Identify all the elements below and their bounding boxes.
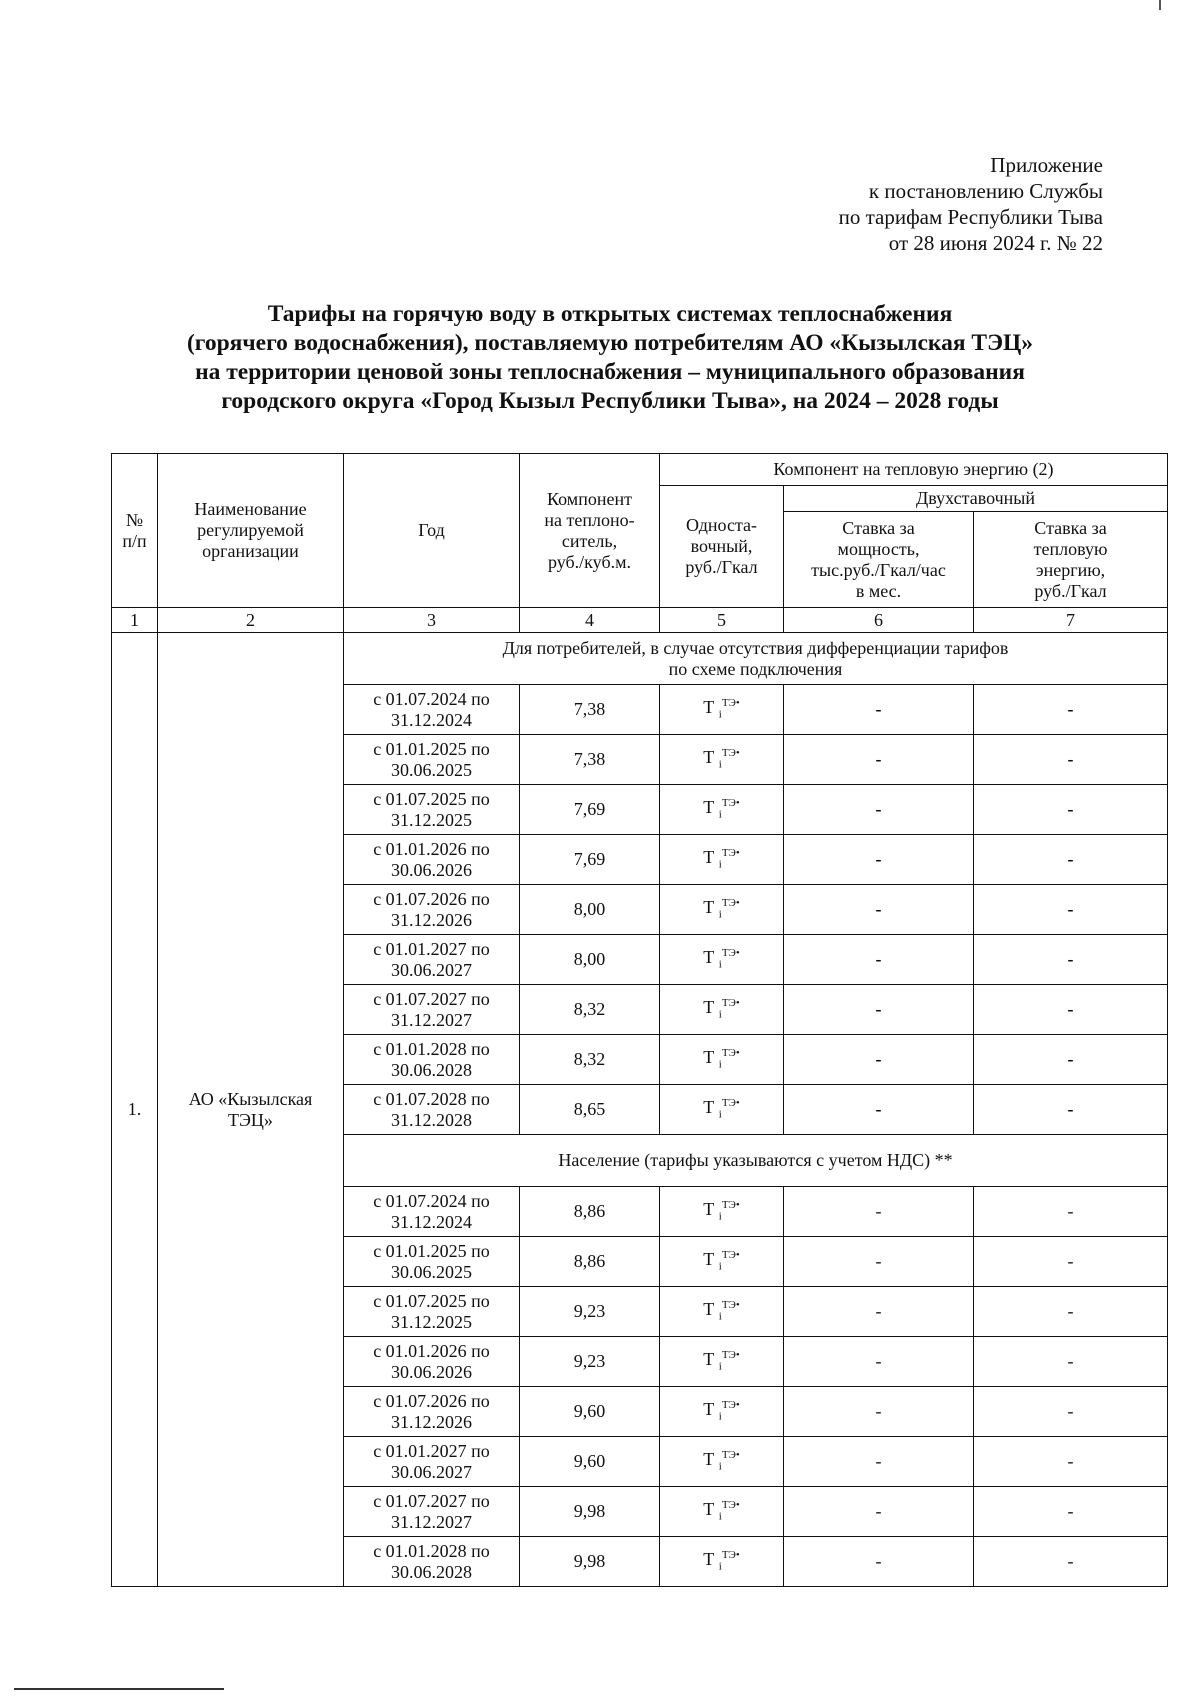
formula-sub: i — [718, 1360, 722, 1373]
formula-base: Т — [703, 1549, 715, 1570]
period-cell: с 01.01.2026 по 30.06.2026 — [344, 1337, 520, 1387]
formula-sub: i — [718, 1460, 722, 1473]
formula-sub: i — [718, 958, 722, 971]
formula-sup: ТЭ• — [721, 1199, 740, 1212]
energy-rate-value: - — [974, 1287, 1168, 1337]
period-cell: с 01.07.2024 по 31.12.2024 — [344, 685, 520, 735]
energy-rate-value: - — [974, 1387, 1168, 1437]
tariff-table — [111, 453, 1168, 1587]
period-cell: с 01.07.2026 по 31.12.2026 — [344, 1387, 520, 1437]
single-rate-formula — [660, 735, 784, 785]
header-num: № п/п — [112, 454, 158, 608]
capacity-value: - — [784, 1337, 974, 1387]
energy-rate-value: - — [974, 835, 1168, 885]
capacity-value: - — [784, 685, 974, 735]
single-rate-formula — [660, 1437, 784, 1487]
header-energy-rate: Ставка за тепловую энергию, руб./Гкал — [974, 512, 1168, 608]
header-organization: Наименование регулируемой организации — [158, 454, 344, 608]
appendix-line-1: Приложение — [990, 153, 1103, 177]
title-line-1: Тарифы на горячую воду в открытых системах теплоснабжения — [267, 301, 953, 327]
period-cell: с 01.01.2025 по 30.06.2025 — [344, 735, 520, 785]
energy-rate-value: - — [974, 1187, 1168, 1237]
formula-sub: i — [718, 758, 722, 771]
formula-sup: ТЭ• — [721, 1349, 740, 1362]
energy-rate-value: - — [974, 935, 1168, 985]
energy-rate-value: - — [974, 685, 1168, 735]
formula-base: Т — [703, 947, 715, 968]
document-title — [90, 300, 1130, 416]
column-number: 3 — [344, 608, 520, 633]
formula-base: Т — [703, 1349, 715, 1370]
formula-base: Т — [703, 697, 715, 718]
title-line-2: (горячего водоснабжения), поставляемую потребителям АО «Кызылская ТЭЦ» — [186, 330, 1034, 356]
period-cell: с 01.01.2028 по 30.06.2028 — [344, 1537, 520, 1587]
formula-sup: ТЭ• — [721, 697, 740, 710]
bottom-rule — [14, 1688, 224, 1690]
formula-sup: ТЭ• — [721, 1499, 740, 1512]
single-rate-formula — [660, 1337, 784, 1387]
title-line-4: городского округа «Город Кызыл Республики Тыва», на 2024 – 2028 годы — [221, 388, 999, 414]
formula-sup: ТЭ• — [721, 1299, 740, 1312]
single-rate-formula — [660, 685, 784, 735]
formula-base: Т — [703, 997, 715, 1018]
formula-base: Т — [703, 1199, 715, 1220]
capacity-value: - — [784, 885, 974, 935]
formula-sup: ТЭ• — [721, 1549, 740, 1562]
formula-base: Т — [703, 1047, 715, 1068]
formula-sup: ТЭ• — [721, 997, 740, 1010]
period-cell: с 01.01.2027 по 30.06.2027 — [344, 1437, 520, 1487]
column-number: 7 — [974, 608, 1168, 633]
single-rate-formula — [660, 1187, 784, 1237]
formula-sub: i — [718, 1510, 722, 1523]
formula-sub: i — [718, 858, 722, 871]
formula-base: Т — [703, 897, 715, 918]
formula-sub: i — [718, 1260, 722, 1273]
carrier-value: 8,00 — [520, 935, 660, 985]
carrier-value: 7,69 — [520, 785, 660, 835]
single-rate-formula — [660, 885, 784, 935]
energy-rate-value: - — [974, 735, 1168, 785]
carrier-value: 9,98 — [520, 1487, 660, 1537]
carrier-value: 7,38 — [520, 685, 660, 735]
period-cell: с 01.07.2028 по 31.12.2028 — [344, 1085, 520, 1135]
period-cell: с 01.07.2026 по 31.12.2026 — [344, 885, 520, 935]
period-cell: с 01.07.2027 по 31.12.2027 — [344, 1487, 520, 1537]
header-year: Год — [344, 454, 520, 608]
single-rate-formula — [660, 1537, 784, 1587]
formula-sub: i — [718, 1310, 722, 1323]
formula-base: Т — [703, 1097, 715, 1118]
period-cell: с 01.01.2025 по 30.06.2025 — [344, 1237, 520, 1287]
header-two-rate: Двухставочный — [784, 486, 1168, 512]
energy-rate-value: - — [974, 1337, 1168, 1387]
single-rate-formula — [660, 1035, 784, 1085]
formula-sub: i — [718, 908, 722, 921]
appendix-line-4: от 28 июня 2024 г. № 22 — [888, 231, 1103, 255]
capacity-value: - — [784, 1387, 974, 1437]
header-capacity-rate: Ставка за мощность, тыс.руб./Гкал/час в мес. — [784, 512, 974, 608]
period-cell: с 01.07.2025 по 31.12.2025 — [344, 785, 520, 835]
column-number: 1 — [112, 608, 158, 633]
formula-sup: ТЭ• — [721, 1449, 740, 1462]
formula-sup: ТЭ• — [721, 1399, 740, 1412]
formula-sub: i — [718, 1008, 722, 1021]
formula-sub: i — [718, 1210, 722, 1223]
carrier-value: 8,00 — [520, 885, 660, 935]
formula-base: Т — [703, 1449, 715, 1470]
single-rate-formula — [660, 1237, 784, 1287]
carrier-value: 9,60 — [520, 1387, 660, 1437]
formula-sup: ТЭ• — [721, 747, 740, 760]
formula-base: Т — [703, 1299, 715, 1320]
energy-rate-value: - — [974, 1437, 1168, 1487]
carrier-value: 9,23 — [520, 1287, 660, 1337]
carrier-value: 8,86 — [520, 1237, 660, 1287]
formula-sup: ТЭ• — [721, 947, 740, 960]
capacity-value: - — [784, 935, 974, 985]
capacity-value: - — [784, 835, 974, 885]
energy-rate-value: - — [974, 1085, 1168, 1135]
energy-rate-value: - — [974, 885, 1168, 935]
period-cell: с 01.07.2024 по 31.12.2024 — [344, 1187, 520, 1237]
header-energy-group: Компонент на тепловую энергию (2) — [660, 454, 1168, 486]
capacity-value: - — [784, 1287, 974, 1337]
appendix-line-2: к постановлению Службы — [868, 179, 1103, 203]
formula-sup: ТЭ• — [721, 847, 740, 860]
column-number: 6 — [784, 608, 974, 633]
formula-sup: ТЭ• — [721, 797, 740, 810]
period-cell: с 01.01.2026 по 30.06.2026 — [344, 835, 520, 885]
capacity-value: - — [784, 735, 974, 785]
energy-rate-value: - — [974, 1035, 1168, 1085]
row-number: 1. — [112, 633, 158, 1587]
formula-sup: ТЭ• — [721, 1097, 740, 1110]
energy-rate-value: - — [974, 1537, 1168, 1587]
carrier-value: 8,86 — [520, 1187, 660, 1237]
carrier-value: 9,98 — [520, 1537, 660, 1587]
carrier-value: 8,65 — [520, 1085, 660, 1135]
formula-base: Т — [703, 847, 715, 868]
formula-sub: i — [718, 808, 722, 821]
single-rate-formula — [660, 835, 784, 885]
energy-rate-value: - — [974, 1237, 1168, 1287]
organization-name: АО «Кызылская ТЭЦ» — [158, 633, 344, 1587]
period-cell: с 01.07.2027 по 31.12.2027 — [344, 985, 520, 1035]
capacity-value: - — [784, 1437, 974, 1487]
single-rate-formula — [660, 1085, 784, 1135]
section-title-consumers: Для потребителей, в случае отсутствия дифференциации тарифов по схеме подключения — [344, 633, 1168, 685]
carrier-value: 7,69 — [520, 835, 660, 885]
single-rate-formula — [660, 935, 784, 985]
carrier-value: 9,60 — [520, 1437, 660, 1487]
column-number: 2 — [158, 608, 344, 633]
formula-base: Т — [703, 1249, 715, 1270]
section-title-population: Население (тарифы указываются с учетом НДС) ** — [344, 1135, 1168, 1187]
header-single-rate: Односта- вочный, руб./Гкал — [660, 486, 784, 608]
carrier-value: 7,38 — [520, 735, 660, 785]
capacity-value: - — [784, 1487, 974, 1537]
period-cell: с 01.07.2025 по 31.12.2025 — [344, 1287, 520, 1337]
title-line-3: на территории ценовой зоны теплоснабжения – муниципального образования — [195, 359, 1025, 385]
formula-sub: i — [718, 1560, 722, 1573]
column-number: 5 — [660, 608, 784, 633]
capacity-value: - — [784, 1237, 974, 1287]
energy-rate-value: - — [974, 785, 1168, 835]
formula-base: Т — [703, 1399, 715, 1420]
formula-sup: ТЭ• — [721, 1047, 740, 1060]
header-carrier: Компонент на теплоно- ситель, руб./куб.м. — [520, 454, 660, 608]
capacity-value: - — [784, 785, 974, 835]
formula-base: Т — [703, 797, 715, 818]
formula-sub: i — [718, 1410, 722, 1423]
carrier-value: 8,32 — [520, 985, 660, 1035]
single-rate-formula — [660, 1487, 784, 1537]
formula-base: Т — [703, 747, 715, 768]
carrier-value: 9,23 — [520, 1337, 660, 1387]
capacity-value: - — [784, 1537, 974, 1587]
formula-base: Т — [703, 1499, 715, 1520]
capacity-value: - — [784, 985, 974, 1035]
period-cell: с 01.01.2027 по 30.06.2027 — [344, 935, 520, 985]
formula-sup: ТЭ• — [721, 1249, 740, 1262]
edge-mark — [1159, 0, 1161, 10]
period-cell: с 01.01.2028 по 30.06.2028 — [344, 1035, 520, 1085]
appendix-line-3: по тарифам Республики Тыва — [838, 205, 1103, 229]
single-rate-formula — [660, 785, 784, 835]
formula-sup: ТЭ• — [721, 897, 740, 910]
appendix-block — [839, 152, 1103, 256]
capacity-value: - — [784, 1085, 974, 1135]
single-rate-formula — [660, 1287, 784, 1337]
formula-sub: i — [718, 1108, 722, 1121]
energy-rate-value: - — [974, 1487, 1168, 1537]
single-rate-formula — [660, 1387, 784, 1437]
formula-sub: i — [718, 1058, 722, 1071]
energy-rate-value: - — [974, 985, 1168, 1035]
column-number: 4 — [520, 608, 660, 633]
formula-sub: i — [718, 708, 722, 721]
capacity-value: - — [784, 1187, 974, 1237]
capacity-value: - — [784, 1035, 974, 1085]
single-rate-formula — [660, 985, 784, 1035]
carrier-value: 8,32 — [520, 1035, 660, 1085]
